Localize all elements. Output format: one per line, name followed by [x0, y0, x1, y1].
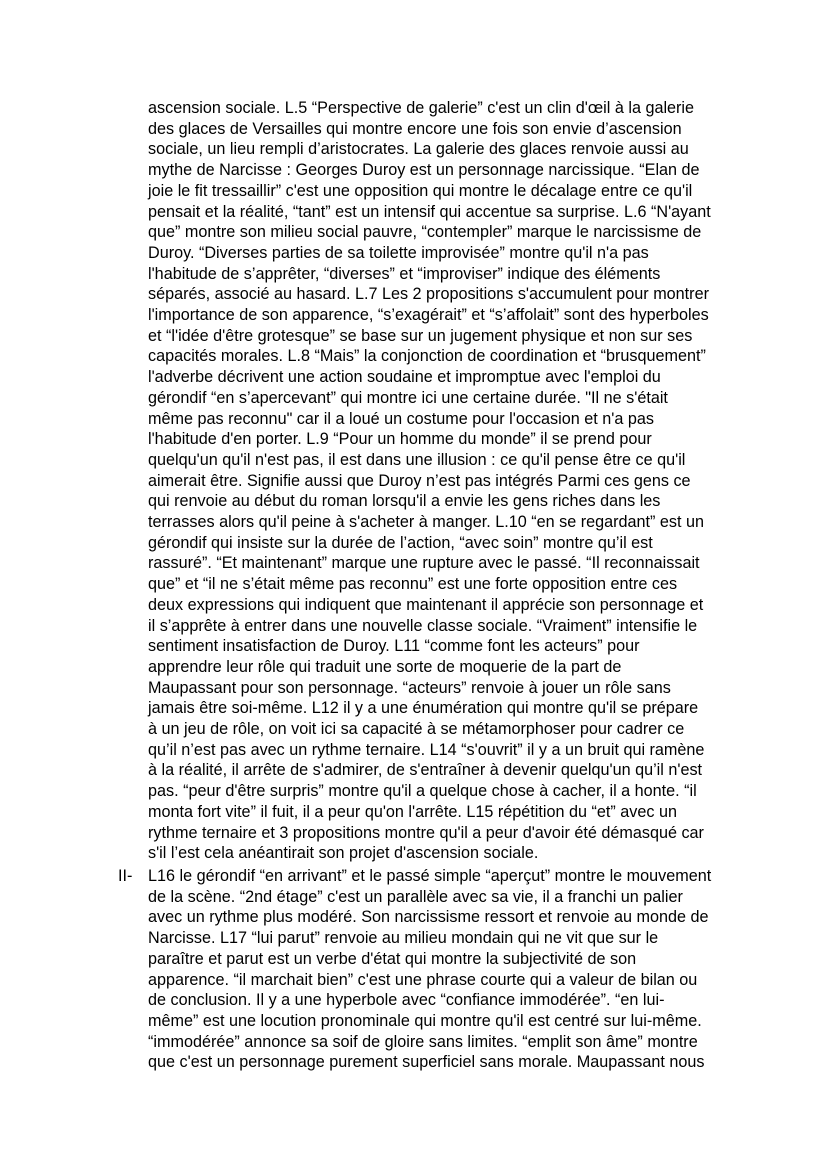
text-line: capacités morales. L.8 “Mais” la conjonction de coordination et “brusquement”	[148, 347, 706, 366]
text-line: l'importance de son apparence, “s’exagérait” et “s’affolait” sont des hyperboles	[148, 306, 709, 324]
text-line: aimerait être. Signifie aussi que Duroy n’est pas intégrés Parmi ces gens ce	[148, 471, 691, 490]
text-line: terrasses alors qu'il peine à s'acheter à manger. L.10 “en se regardant” est un	[148, 513, 704, 531]
text-line: sentiment insatisfaction de Duroy. L11 “comme font les acteurs” pour	[148, 637, 640, 656]
text-line: gérondif “en s’apercevant” qui montre ici une certaine durée. "Il ne s'était	[148, 388, 668, 407]
text-line: Maupassant pour son personnage. “acteurs” renvoie à jouer un rôle sans	[148, 678, 671, 697]
text-line: de la scène. “2nd étage” c'est un parallèle avec sa vie, il a franchi un palier	[148, 887, 683, 906]
section-marker-II: II-	[118, 867, 133, 885]
text-line: Duroy. “Diverses parties de sa toilette improvisée” montre qu'il n'a pas	[148, 243, 649, 262]
text-line: que” et “il ne s’était même pas reconnu” est une forte opposition entre ces	[148, 575, 678, 594]
text-line: qui renvoie au début du roman lorsqu'il a envie les gens riches dans les	[148, 492, 661, 511]
text-line: avec un rythme plus modéré. Son narcissisme ressort et renvoie au monde de	[148, 908, 709, 927]
text-line: des glaces de Versailles qui montre encore une fois son envie d’ascension	[148, 119, 682, 138]
text-line: apprendre leur rôle qui traduit une sorte de moquerie de la part de	[148, 657, 622, 676]
text-line: gérondif qui insiste sur la durée de l’action, “avec soin” montre qu’il est	[148, 533, 653, 552]
text-line: et “l'idée d'être grotesque” se base sur un jugement physique et non sur ses	[148, 326, 693, 345]
text-line: paraître et parut est un verbe d'état qui montre la subjectivité de son	[148, 949, 637, 968]
text-line: jamais être soi-même. L12 il y a une énumération qui montre qu'il se prépare	[148, 699, 699, 718]
text-line: mythe de Narcisse : Georges Duroy est un personnage narcissique. “Elan de	[148, 161, 700, 180]
text-line: à la réalité, il arrête de s'admirer, de s'entraîner à devenir quelqu'un qu’il n'est	[148, 761, 703, 780]
text-line: pas. “peur d'être surpris” montre qu'il a quelque chose à cacher, il a honte. “il	[148, 782, 697, 801]
text-line: même pas reconnu" car il a loué un costume pour l'occasion et n'a pas	[148, 409, 654, 428]
text-line: il s’apprête à entrer dans une nouvelle classe sociale. “Vraiment” intensifie le	[148, 616, 698, 635]
text-line: l'adverbe décrivent une action soudaine et impromptue avec l'emploi du	[148, 368, 661, 387]
text-line: l'habitude de s’apprêter, “diverses” et “improviser” indique des éléments	[148, 264, 661, 283]
text-line: monta fort vite” il fuit, il a peur qu'on l'arrête. L15 répétition du “et” avec un	[148, 802, 677, 821]
text-line: l'habitude d'en porter. L.9 “Pour un homme du monde” il se prend pour	[148, 430, 652, 449]
text-line: à un jeu de rôle, on voit ici sa capacité à se métamorphoser pour cadrer ce	[148, 720, 685, 738]
text-line: apparence. “il marchait bien” c'est une phrase courte qui a valeur de bilan ou	[148, 970, 698, 989]
text-line: ascension sociale. L.5 “Perspective de galerie” c'est un clin d'œil à la galerie	[148, 99, 695, 117]
text-line: sociale, un lieu rempli d’aristocrates. La galerie des glaces renvoie aussi au	[148, 140, 689, 159]
text-line: “immodérée” annonce sa soif de gloire sans limites. “emplit son âme” montre	[148, 1032, 698, 1051]
text-line: Narcisse. L17 “lui parut” renvoie au milieu mondain qui ne vit que sur le	[148, 929, 659, 948]
text-line: que” montre son milieu social pauvre, “contempler” marque le narcissisme de	[148, 223, 702, 242]
text-line: de conclusion. Il y a une hyperbole avec “confiance immodérée”. “en lui-	[148, 991, 665, 1010]
text-line: rythme ternaire et 3 propositions montre qu'il a peur d'avoir été démasqué car	[148, 823, 704, 842]
text-line: séparés, associé au hasard. L.7 Les 2 propositions s'accumulent pour montrer	[148, 285, 709, 304]
text-line: qu’il n’est pas avec un rythme ternaire. L14 “s'ouvrit” il y a un bruit qui ramène	[148, 740, 705, 759]
text-line: s'il l’est cela anéantirait son projet d'ascension sociale.	[148, 844, 539, 863]
text-line: pensait et la réalité, “tant” est un intensif qui accentue sa surprise. L.6 “N'ayant	[148, 202, 711, 221]
text-line: L16 le gérondif “en arrivant” et le passé simple “aperçut” montre le mouvement	[148, 867, 712, 885]
text-line: quelqu'un qu'il n'est pas, il est dans une illusion : ce qu'il pense être ce qu'il	[148, 450, 686, 469]
text-line: deux expressions qui indiquent que maintenant il apprécie son personnage et	[148, 595, 704, 614]
text-line: même” est une locution pronominale qui montre qu'il est centré sur lui-même.	[148, 1011, 702, 1030]
text-line: joie le fit tressaillir” c'est une opposition qui montre le décalage entre ce qu'il	[148, 181, 693, 200]
text-line: que c'est un personnage purement superficiel sans morale. Maupassant nous	[148, 1053, 705, 1072]
text-line: rassuré”. “Et maintenant” marque une rupture avec le passé. “Il reconnaissait	[148, 554, 700, 573]
